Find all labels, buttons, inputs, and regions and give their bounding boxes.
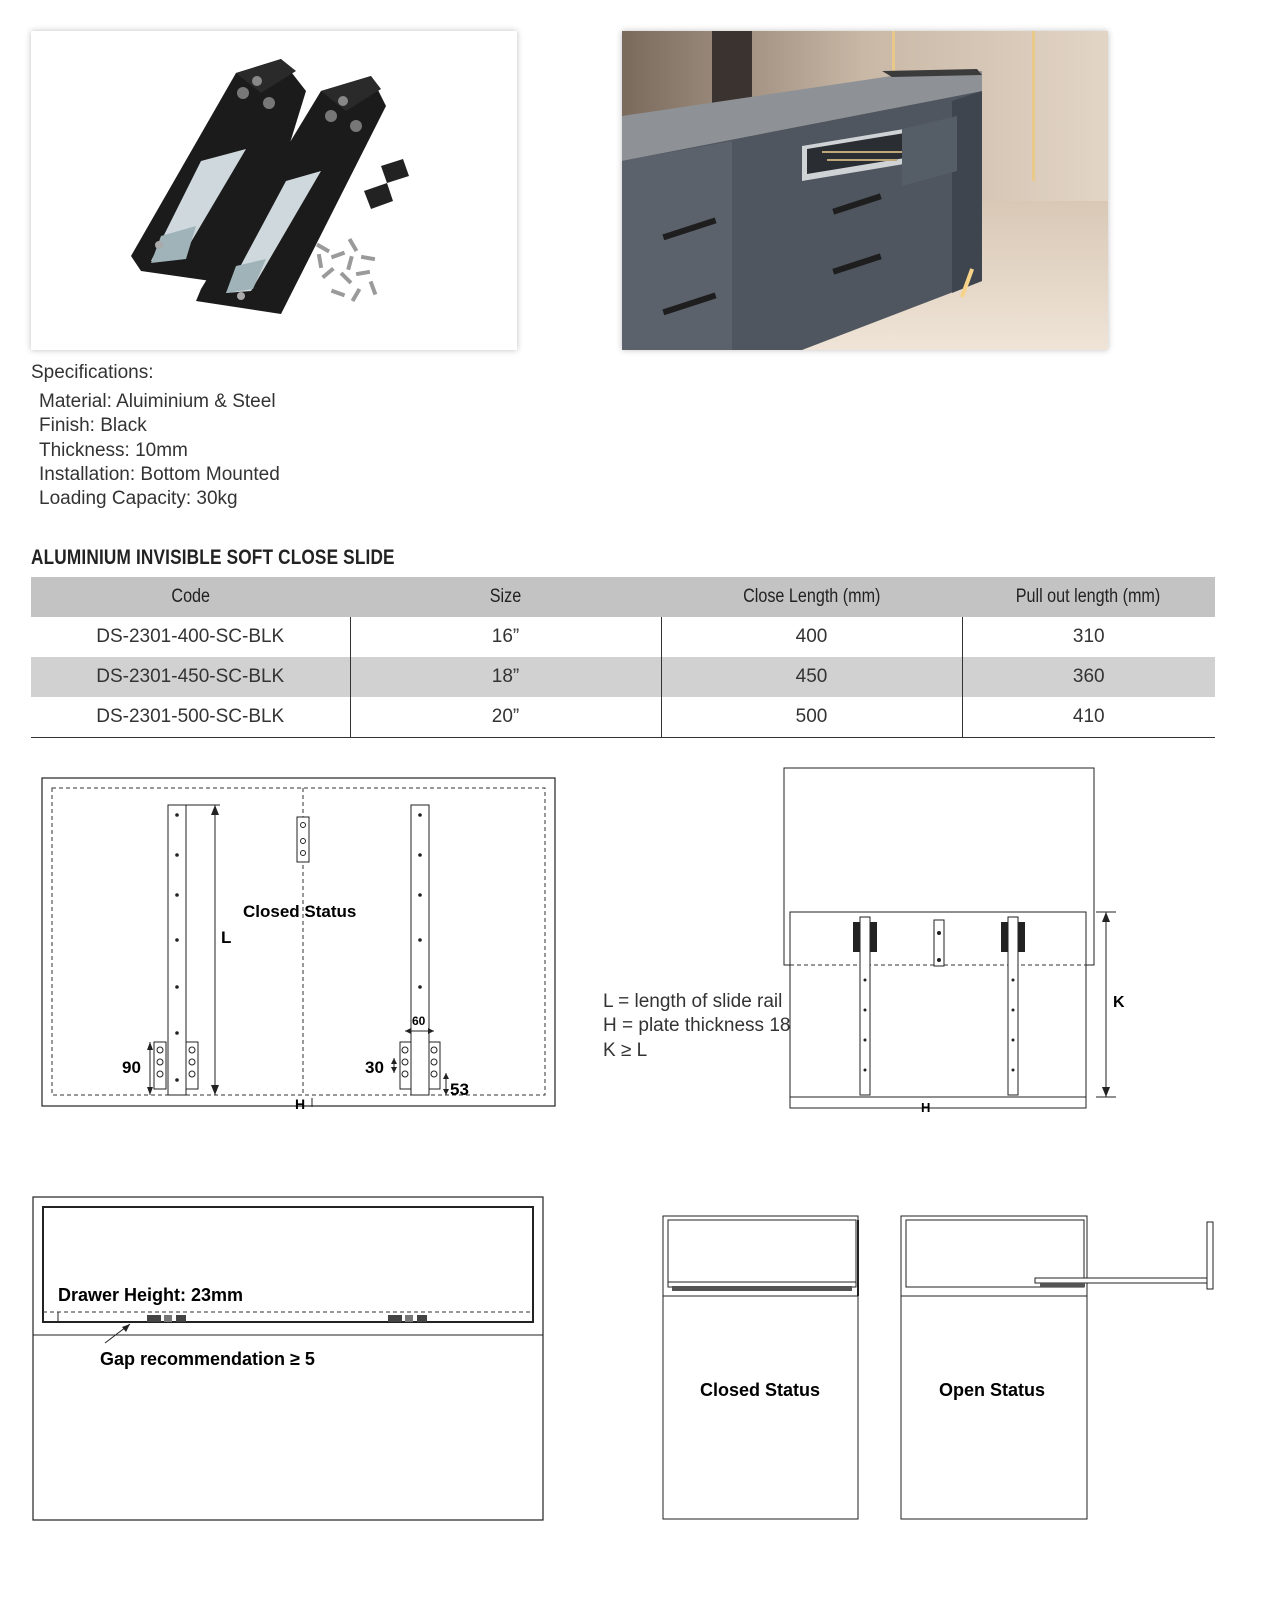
dim-l-label: L	[221, 928, 232, 947]
dim-h-label: H	[921, 1100, 931, 1113]
closed-status-label: Closed Status	[699, 1380, 821, 1400]
spec-table	[31, 577, 1215, 738]
dim-60-label: 60	[412, 1014, 426, 1028]
cell-pull-out-length: 310	[962, 617, 1215, 657]
spec-thickness: Thickness: 10mm	[39, 440, 188, 461]
legend-l: L = length of slide rail	[603, 991, 783, 1012]
cell-code: DS-2301-450-SC-BLK	[31, 657, 350, 697]
cell-size: 20”	[350, 697, 661, 738]
cell-size: 18”	[350, 657, 661, 697]
gap-recommendation-label: Gap recommendation ≥ 5	[100, 1349, 315, 1369]
specifications-title: Specifications:	[31, 362, 154, 383]
dim-k-label: K	[1113, 994, 1125, 1011]
cell-code: DS-2301-400-SC-BLK	[96, 626, 285, 647]
col-header-code: Code	[31, 577, 350, 617]
cell-pull-out-length: 360	[962, 657, 1215, 697]
col-header-close-length: Close Length (mm)	[661, 577, 962, 617]
dim-30-label: 30	[365, 1058, 384, 1077]
table-title: ALUMINIUM INVISIBLE SOFT CLOSE SLIDE	[31, 546, 395, 569]
spec-installation: Installation: Bottom Mounted	[39, 464, 280, 485]
cell-pull-out-length: 410	[962, 697, 1215, 738]
dim-90-label: 90	[122, 1058, 141, 1077]
table-row	[31, 697, 1215, 738]
spec-material: Material: Aluiminium & Steel	[39, 391, 276, 412]
diagram-top-left	[40, 775, 560, 1110]
table-row	[31, 617, 1215, 657]
legend-k: K ≥ L	[603, 1040, 648, 1061]
closed-status-label: Closed Status	[243, 902, 357, 921]
drawer-height-label: Drawer Height: 23mm	[58, 1285, 244, 1305]
cell-size: 16”	[350, 617, 661, 657]
table-header-row	[31, 577, 1215, 617]
dim-h-label: H	[295, 1096, 306, 1110]
diagram-bottom-left	[30, 1195, 550, 1525]
legend-h: H = plate thickness 18	[603, 1015, 791, 1036]
kitchen-photo	[622, 31, 1108, 350]
product-photo	[31, 31, 517, 350]
open-status-label: Open Status	[938, 1380, 1046, 1400]
spec-finish: Finish: Black	[39, 415, 147, 436]
col-header-size: Size	[350, 577, 661, 617]
dim-53-label: 53	[450, 1080, 469, 1099]
cell-code: DS-2301-500-SC-BLK	[31, 697, 350, 738]
spec-loading-capacity: Loading Capacity: 30kg	[39, 488, 238, 509]
cell-close-length: 450	[661, 657, 962, 697]
diagram-bottom-right	[660, 1212, 1220, 1524]
cell-close-length: 500	[661, 697, 962, 738]
table-row	[31, 657, 1215, 697]
diagram-top-right	[780, 765, 1140, 1113]
col-header-pull-out-length: Pull out length (mm)	[962, 577, 1215, 617]
cell-close-length: 400	[661, 617, 962, 657]
